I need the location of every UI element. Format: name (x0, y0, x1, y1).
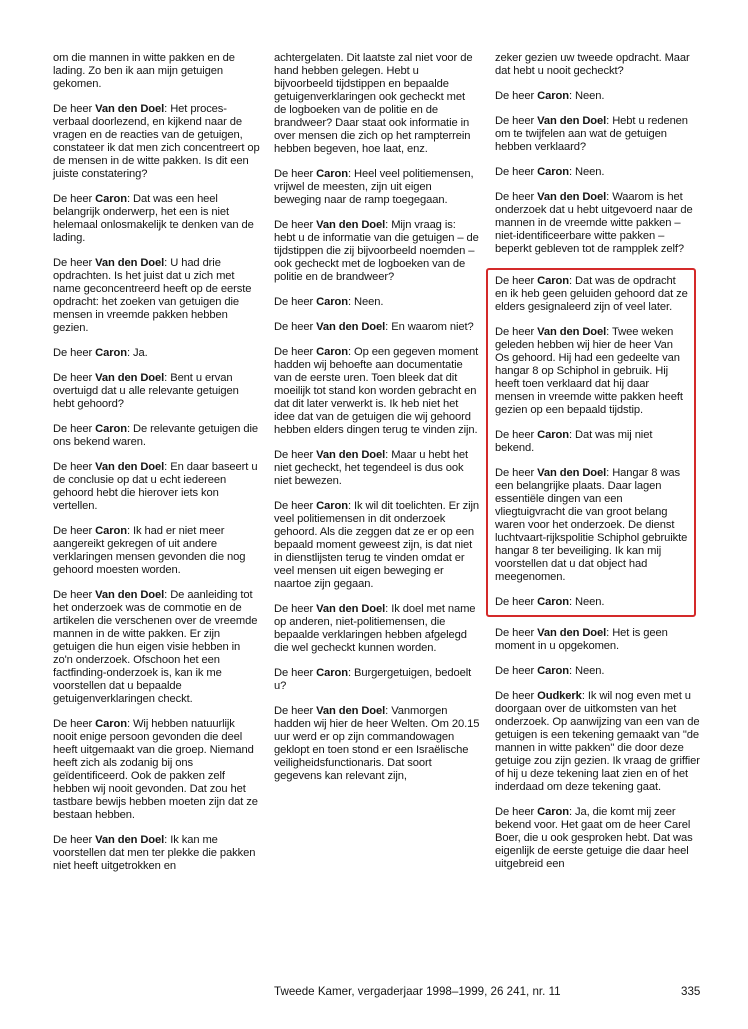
speaker-name: Caron (316, 346, 348, 358)
speaker-name: Caron (95, 423, 127, 435)
speech-paragraph: De heer Caron: Burgergetuigen, bedoelt u? (274, 667, 472, 692)
speaker-name: Caron (316, 667, 348, 679)
speaker-name: Caron (537, 429, 569, 441)
speaker-name: Van den Doel (95, 103, 165, 115)
speech-paragraph: De heer Caron: Op een gegeven moment hadden wij behoefte aan documentatie van de eerste uren. Toen bleek dat dit moeilijk tot stand kon worden gebracht en dat dit later verwerkt is. Ik heb niet het idee dat van de getuigen die wij gehoord hebben elders dingen terug te vinden zijn. (274, 346, 479, 436)
speech-paragraph (495, 52, 701, 78)
speaker-name: Caron (537, 166, 569, 178)
speaker-name: Van den Doel (95, 461, 165, 473)
speech-paragraph: De heer Van den Doel: Ik doel met name op anderen, niet-politiemensen, die bepaalde verklaringen hebben afgelegd die wel gecheckt kunnen worden. (274, 603, 476, 654)
speech-paragraph: De heer Caron: Ik wil dit toelichten. Er zijn veel politiemensen in dit onderzoek gehoord. Als die zeggen dat ze er op een bepaald moment geweest zijn, is dat niet in dienstlijsten terug te vinden omdat er veel mensen uit eigen beweging er naartoe zijn gegaan. (274, 500, 480, 590)
column-3-bottom (495, 627, 701, 871)
speech-text: Ik wil dit toelichten. Er zijn veel politiemensen in dit onderzoek gehoord. Als die zeggen dat ze er op een bepaald moment geweest zijn, is dat niet in dienstlijsten terug te vinden omdat er veel mensen uit eigen beweging er naartoe zijn gegaan. (274, 500, 480, 590)
speaker-name: Van den Doel (95, 257, 165, 269)
speaker-name: Caron (95, 347, 127, 359)
speech-text: Dat was mij niet bekend. (495, 429, 653, 454)
speech-text: Ja, die komt mij zeer bekend voor. Het gaat om de heer Carel Boer, die u ook gesproken hebt. Dat was eigenlijk de eerste getuige die daar heel uitgebreid een (495, 806, 693, 870)
speech-paragraph: De heer Van den Doel: En waarom niet? (274, 321, 474, 333)
speech-text: Hangar 8 was een belangrijke plaats. Daar lagen essentiële dingen van een vliegtuigvracht die van groot belang waren voor het onderzoek. De dienst luchtvaart-rijkspolitie Schiphol gebruikte hangar 8 ter beveiliging. Ik kan mij voorstellen dat u dat object had meegenomen. (495, 467, 688, 583)
speech-text: Heel veel politiemensen, vrijwel de meesten, zijn uit eigen beweging naar de ramp toegegaan. (274, 168, 474, 206)
speech-paragraph: De heer Caron: Neen. (274, 296, 384, 308)
speech-text: U had drie opdrachten. Is het juist dat u zich met name geconcentreerd heeft op de eerste opdracht: het zoeken van getuigen die mensen in vreemde pakken hebben gezien. (53, 257, 252, 334)
page-number: 335 (681, 985, 701, 998)
speech-text: Neen. (574, 166, 605, 178)
column-2 (274, 52, 480, 795)
column-1 (53, 52, 261, 885)
column-3-top (495, 52, 701, 256)
speech-paragraph: De heer Van den Doel: Maar u hebt het niet gecheckt, het tegendeel is dus ook niet bewezen. (274, 449, 469, 487)
speech-text: Dat was de opdracht en ik heb geen geluiden gehoord dat ze elders gesignaleerd zijn of veel later. (495, 275, 688, 313)
speaker-name: Caron (537, 665, 569, 677)
speech-text: Ik wil nog even met u doorgaan over de uitkomsten van het onderzoek. Op aanwijzing van een van de getuigen is een tekening gemaakt van "de mannen in witte pakken" die door deze getuige zou zijn gezien. Ik vraag de griffier of hij u deze tekening laat zien en of het inderdaad om deze tekening gaat. (495, 690, 700, 793)
speech-paragraph: De heer Van den Doel: Twee weken geleden hebben wij hier de heer Van Os gehoord. Hij had een gedeelte van hangar 8 op Schiphol in gebruik. Hij heeft toen verklaard dat hij daar mensen in vreemde witte pakken heeft gezien op een bepaald tijdstip. (495, 326, 683, 416)
speech-text: Het is geen moment in u opgekomen. (495, 627, 668, 652)
speaker-name: Caron (316, 296, 348, 308)
speech-paragraph: De heer Caron: Ik had er niet meer aangereikt gekregen of uit andere verklaringen mensen gevonden die nog gehoord moesten worden. (53, 525, 246, 576)
speech-text: Dat was een heel belangrijk onderwerp, het een is niet helemaal onlosmakelijk te denken van de lading. (53, 193, 254, 244)
speech-text: Neen. (574, 665, 605, 677)
speech-text: De relevante getuigen die ons bekend waren. (53, 423, 258, 448)
speaker-name: Van den Doel (316, 219, 386, 231)
speaker-name: Van den Doel (537, 627, 607, 639)
speech-text: Maar u hebt het niet gecheckt, het tegendeel is dus ook niet bewezen. (274, 449, 469, 487)
speech-text: Ik kan me voorstellen dat men ter plekke die pakken niet heeft uitgetrokken en (53, 834, 256, 872)
speech-paragraph: De heer Caron: Dat was mij niet bekend. (495, 429, 653, 454)
speech-paragraph: De heer Van den Doel: Het is geen moment in u opgekomen. (495, 627, 668, 652)
speech-paragraph: De heer Caron: Heel veel politiemensen, vrijwel de meesten, zijn uit eigen beweging naar de ramp toegegaan. (274, 168, 474, 206)
footer-citation: Tweede Kamer, vergaderjaar 1998–1999, 26 241, nr. 11 (274, 985, 561, 998)
speech-paragraph: De heer Van den Doel: Hangar 8 was een belangrijke plaats. Daar lagen essentiële dingen van een vliegtuigvracht die van groot belang waren voor het onderzoek. De dienst luchtvaart-rijkspolitie Schiphol gebruikte hangar 8 ter beveiliging. Ik kan mij voorstellen dat u dat object had meegenomen. (495, 467, 688, 583)
speech-paragraph: De heer Van den Doel: Vanmorgen hadden wij hier de heer Welten. Om 20.15 uur werd er op zijn commandowagen geklopt en toen stond er een Israëlische veiligheidsfunctionaris. Dat soort gegevens kan relevant zijn, (274, 705, 480, 782)
speech-paragraph: De heer Caron: Wij hebben natuurlijk nooit enige persoon gevonden die deel heeft uitgemaakt van die groep. Niemand heeft zich als zodanig bij ons geïdentificeerd. Ook de pakken zelf hebben wij nooit gevonden. Dat zou het tastbare bewijs hebben moeten zijn dat ze bestaan hebben. (53, 718, 258, 821)
speech-paragraph: De heer Oudkerk: Ik wil nog even met u doorgaan over de uitkomsten van het onderzoek. Op aanwijzing van een van de getuigen is een tekening gemaakt van "de mannen in witte pakken" die door deze getuige zou zijn gezien. Ik vraag de griffier of hij u deze tekening laat zien en of het inderdaad om deze tekening gaat. (495, 690, 700, 793)
speech-text: Wij hebben natuurlijk nooit enige persoon gevonden die deel heeft uitgemaakt van die groep. Niemand heeft zich als zodanig bij ons geïdentificeerd. Ook de pakken zelf hebben wij nooit gevonden. Dat zou het tastbare bewijs hebben moeten zijn dat ze bestaan hebben. (53, 718, 258, 821)
speaker-name: Caron (537, 90, 569, 102)
speaker-name: Caron (95, 193, 127, 205)
speech-text: Vanmorgen hadden wij hier de heer Welten. Om 20.15 uur werd er op zijn commandowagen geklopt en toen stond er een Israëlische veiligheidsfunctionaris. Dat soort gegevens kan relevant zijn, (274, 705, 480, 782)
speech-paragraph: De heer Caron: Neen. (495, 665, 605, 677)
speech-paragraph: De heer Van den Doel: Hebt u redenen om te twijfelen aan wat de getuigen hebben verklaard? (495, 115, 688, 153)
speech-text: Neen. (574, 90, 605, 102)
speaker-name: Van den Doel (537, 467, 607, 479)
speaker-name: Caron (95, 718, 127, 730)
speech-text: Waarom is het onderzoek dat u hebt uitgevoerd naar de mannen in de vreemde witte pakken – niet-identificeerbare witte pakken – beperkt gebleven tot de rampplek zelf? (495, 191, 693, 255)
speech-paragraph: De heer Van den Doel: Ik kan me voorstellen dat men ter plekke die pakken niet heeft uitgetrokken en (53, 834, 256, 872)
highlighted-passage (486, 268, 696, 617)
speaker-name: Van den Doel (316, 321, 386, 333)
speech-paragraph (274, 52, 480, 156)
speaker-name: Caron (95, 525, 127, 537)
speaker-name: Van den Doel (316, 449, 386, 461)
speaker-name: Caron (537, 596, 569, 608)
speaker-name: Van den Doel (537, 191, 607, 203)
speech-paragraph: De heer Caron: Dat was een heel belangrijk onderwerp, het een is niet helemaal onlosmakelijk te denken van de lading. (53, 193, 254, 244)
speech-text: En waarom niet? (391, 321, 474, 333)
speech-paragraph: De heer Van den Doel: Het proces-verbaal doorlezend, en kijkend naar de vragen en de reacties van de getuigen, constateer ik dat men zich concentreert op de mensen in de witte pakken. Is dit een juiste constatering? (53, 103, 260, 180)
speech-paragraph: De heer Van den Doel: Waarom is het onderzoek dat u hebt uitgevoerd naar de mannen in de vreemde witte pakken – niet-identificeerbare witte pakken – beperkt gebleven tot de rampplek zelf? (495, 191, 693, 255)
speech-paragraph: De heer Caron: Ja. (53, 347, 148, 359)
speech-paragraph: De heer Van den Doel: De aanleiding tot het onderzoek was de commotie en de artikelen die verschenen over de vreemde mannen in de witte pakken. Er zijn getuigen die hun eigen visie hebben in zo'n onderzoek. Ofschoon het een factfinding-onderzoek is, kan ik me voorstellen dat u bepaalde getuigenverklaringen checkt. (53, 589, 258, 705)
speech-paragraph (53, 52, 261, 91)
speaker-name: Van den Doel (95, 589, 165, 601)
speech-text: Ik had er niet meer aangereikt gekregen of uit andere verklaringen mensen gevonden die nog gehoord moesten worden. (53, 525, 246, 576)
speaker-name: Caron (316, 500, 348, 512)
speaker-name: Caron (537, 806, 569, 818)
speech-paragraph: De heer Caron: Neen. (495, 90, 605, 102)
speech-text: Neen. (574, 596, 605, 608)
speech-text: Hebt u redenen om te twijfelen aan wat de getuigen hebben verklaard? (495, 115, 688, 153)
speech-paragraph: De heer Caron: Neen. (495, 596, 605, 608)
speech-text: achtergelaten. Dit laatste zal niet voor de hand hebben gelegen. Hebt u bijvoorbeeld tijdstippen en bepaalde getuigenverklaringen ook gecheckt met de logboeken van de politie en de brandweer? Daar staat ook informatie in over mensen die zich op het rampterrein hebben begeven, hoe laat, enz. (274, 52, 473, 155)
speaker-name: Van den Doel (537, 115, 607, 127)
speaker-name: Oudkerk (537, 690, 582, 702)
speaker-name: Van den Doel (316, 603, 386, 615)
column-3 (495, 52, 701, 883)
speech-paragraph: De heer Caron: Neen. (495, 166, 605, 178)
speech-text: Neen. (353, 296, 384, 308)
speech-text: Bent u ervan overtuigd dat u alle relevante getuigen hebt gehoord? (53, 372, 239, 410)
speech-text: zeker gezien uw tweede opdracht. Maar dat hebt u nooit gecheckt? (495, 52, 690, 77)
speech-text: De aanleiding tot het onderzoek was de commotie en de artikelen die verschenen over de vreemde mannen in de witte pakken. Er zijn getuigen die hun eigen visie hebben in zo'n onderzoek. Ofschoon het een factfinding-onderzoek is, kan ik me voorstellen dat u bepaalde getuigenverklaringen checkt. (53, 589, 258, 705)
speech-text: En daar baseert u de conclusie op dat u echt iedereen gehoord hebt die hierover iets kon vertellen. (53, 461, 258, 512)
speech-paragraph: De heer Caron: Dat was de opdracht en ik heb geen geluiden gehoord dat ze elders gesignaleerd zijn of veel later. (495, 275, 688, 313)
speaker-name: Van den Doel (316, 705, 386, 717)
speech-text: Mijn vraag is: hebt u de informatie van die getuigen – de tijdstippen die zij bijvoorbeeld noemden – ook gecheckt met de logboeken van de politie en de brandweer? (274, 219, 479, 283)
speech-text: Op een gegeven moment hadden wij behoefte aan documentatie van de eerste uren. Toen bleek dat dit moeilijk tot stand kon worden gebracht en dat dit later verwerkt is. Ik heb niet het idee dat van de getuigen die wij gehoord hebben elders dingen terug te vinden zijn. (274, 346, 479, 436)
speech-text: Twee weken geleden hebben wij hier de heer Van Os gehoord. Hij had een gedeelte van hangar 8 op Schiphol in gebruik. Hij heeft toen verklaard dat hij daar mensen in vreemde witte pakken heeft gezien op een bepaald tijdstip. (495, 326, 683, 416)
speech-text: Burgergetuigen, bedoelt u? (274, 667, 472, 692)
speech-text: Ik doel met name op anderen, niet-politiemensen, die bepaalde verklaringen hebben afgelegd die wel gecheckt kunnen worden. (274, 603, 476, 654)
speech-paragraph: De heer Van den Doel: Mijn vraag is: hebt u de informatie van die getuigen – de tijdstippen die zij bijvoorbeeld noemden – ook gecheckt met de logboeken van de politie en de brandweer? (274, 219, 479, 283)
speaker-name: Caron (316, 168, 348, 180)
speech-paragraph: De heer Van den Doel: En daar baseert u de conclusie op dat u echt iedereen gehoord hebt die hierover iets kon vertellen. (53, 461, 258, 512)
speech-text: Het proces-verbaal doorlezend, en kijkend naar de vragen en de reacties van de getuigen, constateer ik dat men zich concentreert op de mensen in de witte pakken. Is dit een juiste constatering? (53, 103, 260, 180)
speech-text: om die mannen in witte pakken en de lading. Zo ben ik aan mijn getuigen gekomen. (53, 52, 235, 90)
speaker-name: Van den Doel (95, 372, 165, 384)
speech-paragraph: De heer Van den Doel: U had drie opdrachten. Is het juist dat u zich met name geconcentreerd heeft op de eerste opdracht: het zoeken van getuigen die mensen in vreemde pakken hebben gezien. (53, 257, 252, 334)
speaker-name: Caron (537, 275, 569, 287)
speech-paragraph: De heer Caron: De relevante getuigen die ons bekend waren. (53, 423, 258, 448)
speech-text: Ja. (132, 347, 148, 359)
speech-paragraph: De heer Caron: Ja, die komt mij zeer bekend voor. Het gaat om de heer Carel Boer, die u ook gesproken hebt. Dat was eigenlijk de eerste getuige die daar heel uitgebreid een (495, 806, 693, 870)
speech-paragraph: De heer Van den Doel: Bent u ervan overtuigd dat u alle relevante getuigen hebt gehoord? (53, 372, 239, 410)
speaker-name: Van den Doel (537, 326, 607, 338)
speaker-name: Van den Doel (95, 834, 165, 846)
